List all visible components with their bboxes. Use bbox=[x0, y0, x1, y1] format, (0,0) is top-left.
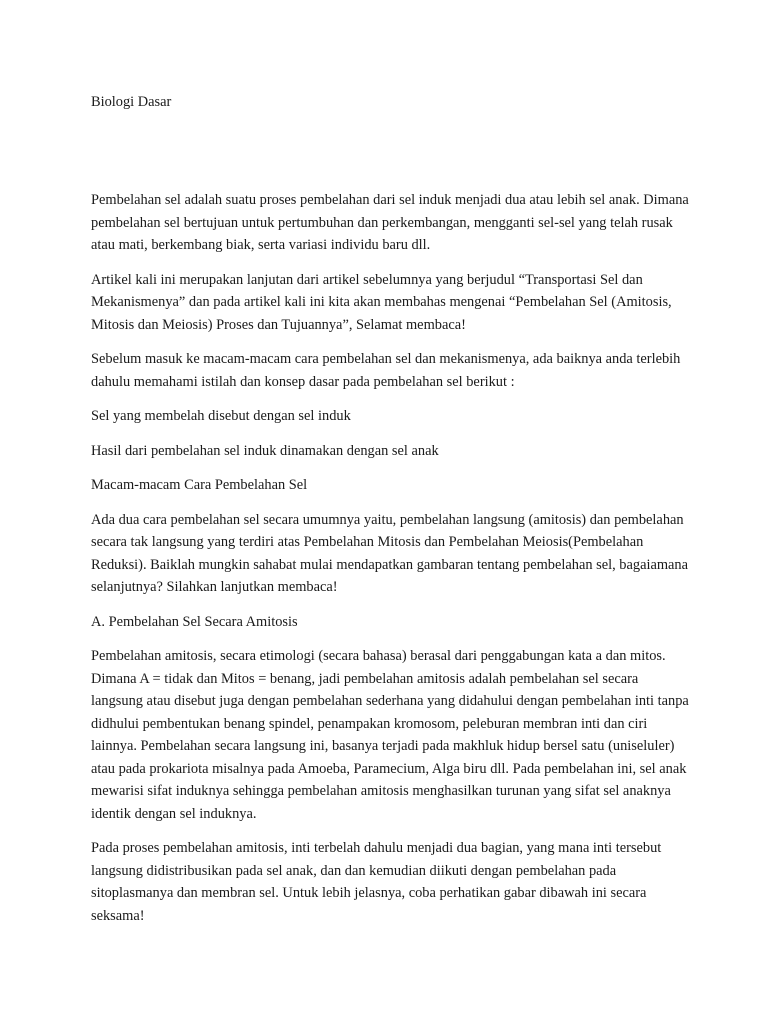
paragraph-before-start: Sebelum masuk ke macam-macam cara pembelahan sel dan mekanismenya, ada baiknya anda terlebih dahulu memahami istilah dan konsep dasar pada pembelahan sel berikut : bbox=[91, 351, 681, 390]
section-heading-amitosis: A. Pembelahan Sel Secara Amitosis bbox=[91, 613, 298, 630]
document-body bbox=[91, 189, 691, 939]
paragraph-amitosis-definition: Pembelahan amitosis, secara etimologi (secara bahasa) berasal dari penggabungan kata a dan mitos. Dimana A = tidak dan Mitos = benang, jadi pembelahan amitosis adalah pembelahan sel secara langsung atau disebut juga dengan pembelahan sederhana yang didahului dengan pembelahan inti tanpa didhului pembentukan benang spindel, penampakan kromosom, peleburan membran inti dan ciri lainnya. Pembelahan secara langsung ini, basanya terjadi pada makhluk hidup bersel satu (uniseluler) atau pada prokariota misalnya pada Amoeba, Paramecium, Alga biru dll. Pada pembelahan ini, sel anak mewarisi sifat induknya sehingga pembelahan amitosis menghasilkan turunan yang sifat sel anaknya identik dengan sel induknya. bbox=[91, 648, 689, 822]
section-heading-division-types: Macam-macam Cara Pembelahan Sel bbox=[91, 477, 308, 493]
paragraph-amitosis-process: Pada proses pembelahan amitosis, inti terbelah dahulu menjadi dua bagian, yang mana inti tersebut langsung didistribusikan pada sel anak, dan dan kemudian diikuti dengan pembelahan pada sitoplasmanya dan membran sel. Untuk lebih jelasnya, coba perhatikan gabar dibawah ini secara seksama! bbox=[91, 840, 662, 924]
paragraph-division-types: Ada dua cara pembelahan sel secara umumnya yaitu, pembelahan langsung (amitosis) dan pembelahan secara tak langsung yang terdiri atas Pembelahan Mitosis dan Pembelahan Meiosis(Pembelahan Reduksi). Baiklah mungkin sahabat mulai mendapatkan gambaran tentang pembelahan sel, bagaiamana selanjutnya? Silahkan lanjutkan membaca! bbox=[91, 511, 689, 595]
paragraph-intro: Pembelahan sel adalah suatu proses pembelahan dari sel induk menjadi dua atau lebih sel anak. Dimana pembelahan sel bertujuan untuk pertumbuhan dan perkembangan, mengganti sel-sel yang telah rusak atau mati, berkembang biak, serta variasi individu baru dll. bbox=[91, 192, 689, 253]
paragraph-article-context: Artikel kali ini merupakan lanjutan dari artikel sebelumnya yang berjudul “Transportasi Sel dan Mekanismenya” dan pada artikel kali ini kita akan membahas mengenai “Pembelahan Sel (Amitosis, Mitosis dan Meiosis) Proses dan Tujuannya”, Selamat membaca! bbox=[91, 271, 672, 333]
paragraph-definition-parent-cell: Sel yang membelah disebut dengan sel induk bbox=[91, 408, 351, 424]
document-title: Biologi Dasar bbox=[91, 94, 172, 110]
paragraph-definition-daughter-cell: Hasil dari pembelahan sel induk dinamakan dengan sel anak bbox=[91, 442, 439, 459]
